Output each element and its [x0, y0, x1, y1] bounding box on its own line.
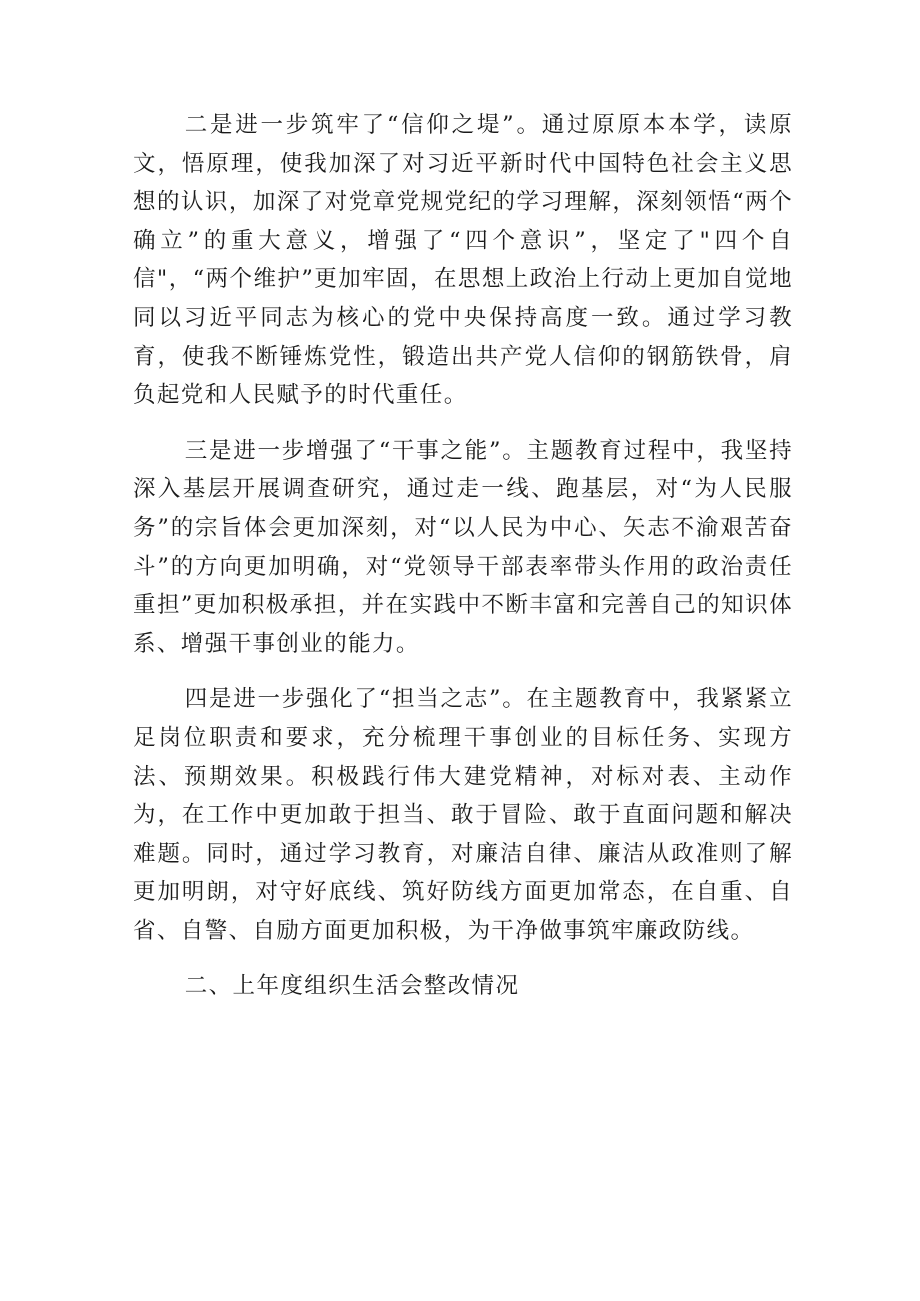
paragraph-responsibility: 四是进一步强化了“担当之志”。在主题教育中，我紧紧立足岗位职责和要求，充分梳理干事创业的目标任务、实现方法、预期效果。积极践行伟大建党精神，对标对表、主动作为，在工作中更加敢于担当、敢于冒险、敢于直面问题和解决难题。同时，通过学习教育，对廉洁自律、廉洁从政准则了解更加明朗，对守好底线、筑好防线方面更加常态，在自重、自省、自警、自励方面更加积极，为干净做事筑牢廉政防线。	[133, 686, 793, 944]
paragraph-ability: 三是进一步增强了“干事之能”。主题教育过程中，我坚持深入基层开展调查研究，通过走一线、跑基层，对“为人民服务”的宗旨体会更加深刻，对“以人民为中心、矢志不渝艰苦奋斗”的方向更加明确，对“党领导干部表率带头作用的政治责任重担”更加积极承担，并在实践中不断丰富和完善自己的知识体系、增强干事创业的能力。	[133, 437, 793, 657]
document-body	[133, 106, 793, 1006]
paragraph-faith: 二是进一步筑牢了“信仰之堤”。通过原原本本学，读原文，悟原理，使我加深了对习近平新时代中国特色社会主义思想的认识，加深了对党章党规党纪的学习理解，深刻领悟“两个确立”的重大意义，增强了“四个意识”，坚定了"四个自信"，“两个维护”更加牢固，在思想上政治上行动上更加自觉地同以习近平同志为核心的党中央保持高度一致。通过学习教育，使我不断锤炼党性，锻造出共产党人信仰的钢筋铁骨，肩负起党和人民赋予的时代重任。	[133, 112, 793, 409]
section-heading: 二、上年度组织生活会整改情况	[184, 973, 520, 1000]
